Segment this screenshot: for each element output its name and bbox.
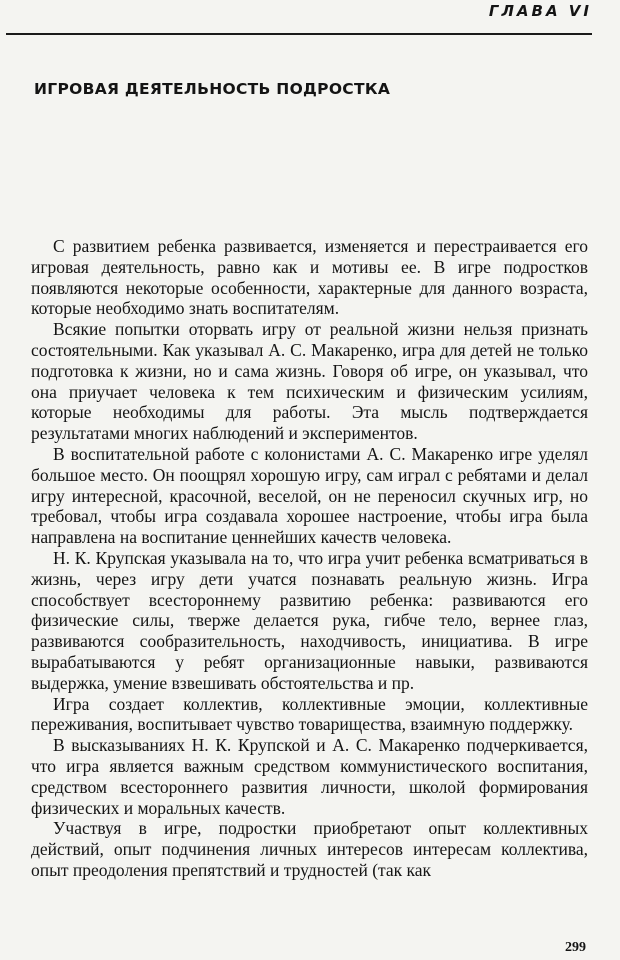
header-rule bbox=[6, 33, 592, 35]
paragraph: В высказываниях Н. К. Крупской и А. С. Макаренко подчеркивается, что игра является важным средством коммунистического воспитания, средством всестороннего развития личности, школой формирования физических и моральных качеств. bbox=[31, 735, 588, 818]
body-text bbox=[31, 236, 588, 881]
section-title: ИГРОВАЯ ДЕЯТЕЛЬНОСТЬ ПОДРОСТКА bbox=[34, 80, 391, 98]
paragraph: Н. К. Крупская указывала на то, что игра учит ребенка всматриваться в жизнь, через игру дети учатся познавать реальную жизнь. Игра способствует всестороннему развитию ребенка: развиваются его физические силы, тверже делается рука, гибче тело, вернее глаз, развиваются сообразительность, находчивость, инициатива. В игре вырабатываются у ребят организационные навыки, развиваются выдержка, умение взвешивать обстоятельства и пр. bbox=[31, 547, 588, 693]
paragraph: Участвуя в игре, подростки приобретают опыт коллективных действий, опыт подчинения личных интересов интересам коллектива, опыт преодоления препятствий и трудностей (так как bbox=[31, 818, 588, 880]
paragraph: С развитием ребенка развивается, изменяется и перестраивается его игровая деятельность, равно как и мотивы ее. В игре подростков появляются некоторые особенности, характерные для данного возраста, которые необходимо знать воспитателям. bbox=[31, 236, 588, 319]
page-number: 299 bbox=[565, 940, 586, 955]
paragraph: В воспитательной работе с колонистами А. С. Макаренко игре уделял большое место. Он поощрял хорошую игру, сам играл с ребятами и делал игру интересной, красочной, веселой, он не переносил скучных игр, но требовал, чтобы игра создавала хорошее настроение, чтобы игра была направлена на воспитание ценнейших качеств человека. bbox=[31, 443, 588, 548]
paragraph: Игра создает коллектив, коллективные эмоции, коллективные переживания, воспитывает чувство товарищества, взаимную поддержку. bbox=[31, 693, 588, 735]
paragraph: Всякие попытки оторвать игру от реальной жизни нельзя признать состоятельными. Как указывал А. С. Макаренко, игра для детей не только подготовка к жизни, но и сама жизнь. Говоря об игре, он указывал, что она приучает человека к тем психическим и физическим усилиям, которые необходимы для работы. Эта мысль подтверждается результатами многих наблюдений и экспериментов. bbox=[31, 319, 588, 444]
chapter-heading: ГЛАВА VI bbox=[488, 2, 592, 20]
